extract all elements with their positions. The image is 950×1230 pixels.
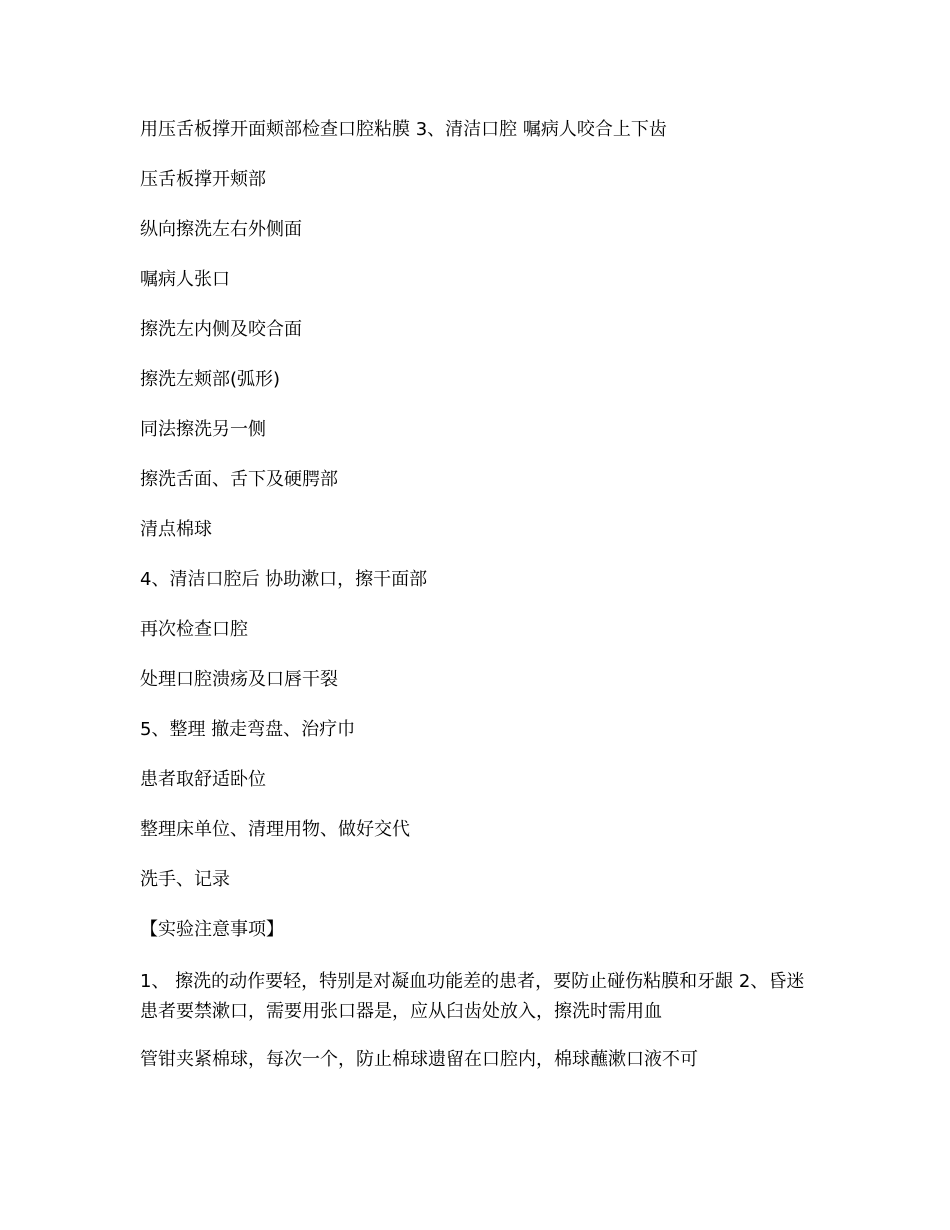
text-line: 压舌板撑开颊部 bbox=[140, 169, 266, 190]
text-line: 洗手、记录 bbox=[140, 869, 230, 890]
text-line: 擦洗舌面、舌下及硬腭部 bbox=[140, 469, 338, 490]
text-line: 清点棉球 bbox=[140, 519, 212, 540]
text-line: 擦洗左内侧及咬合面 bbox=[140, 319, 302, 340]
note-paragraph-1: 1、 擦洗的动作要轻，特别是对凝血功能差的患者，要防止碰伤粘膜和牙龈 2、昏迷患者要禁漱口，需要用张口器是，应从臼齿处放入，擦洗时需用血 bbox=[140, 971, 805, 1022]
text-line: 嘱病人张口 bbox=[140, 269, 230, 290]
text-line: 4、清洁口腔后 协助漱口，擦干面部 bbox=[140, 569, 428, 590]
text-line: 整理床单位、清理用物、做好交代 bbox=[140, 819, 410, 840]
text-line: 同法擦洗另一侧 bbox=[140, 419, 266, 440]
text-line: 处理口腔溃疡及口唇干裂 bbox=[140, 669, 338, 690]
text-line: 患者取舒适卧位 bbox=[140, 769, 266, 790]
text-line: 5、整理 撤走弯盘、治疗巾 bbox=[140, 719, 356, 740]
note-paragraph-2: 管钳夹紧棉球，每次一个，防止棉球遗留在口腔内，棉球蘸漱口液不可 bbox=[140, 1049, 698, 1070]
text-line: 用压舌板撑开面颊部检查口腔粘膜 3、清洁口腔 嘱病人咬合上下齿 bbox=[140, 119, 667, 140]
section-heading: 【实验注意事项】 bbox=[140, 919, 284, 940]
document-body bbox=[140, 117, 820, 1097]
text-line: 擦洗左颊部(弧形) bbox=[140, 369, 281, 390]
text-line: 再次检查口腔 bbox=[140, 619, 248, 640]
text-line: 纵向擦洗左右外侧面 bbox=[140, 219, 302, 240]
